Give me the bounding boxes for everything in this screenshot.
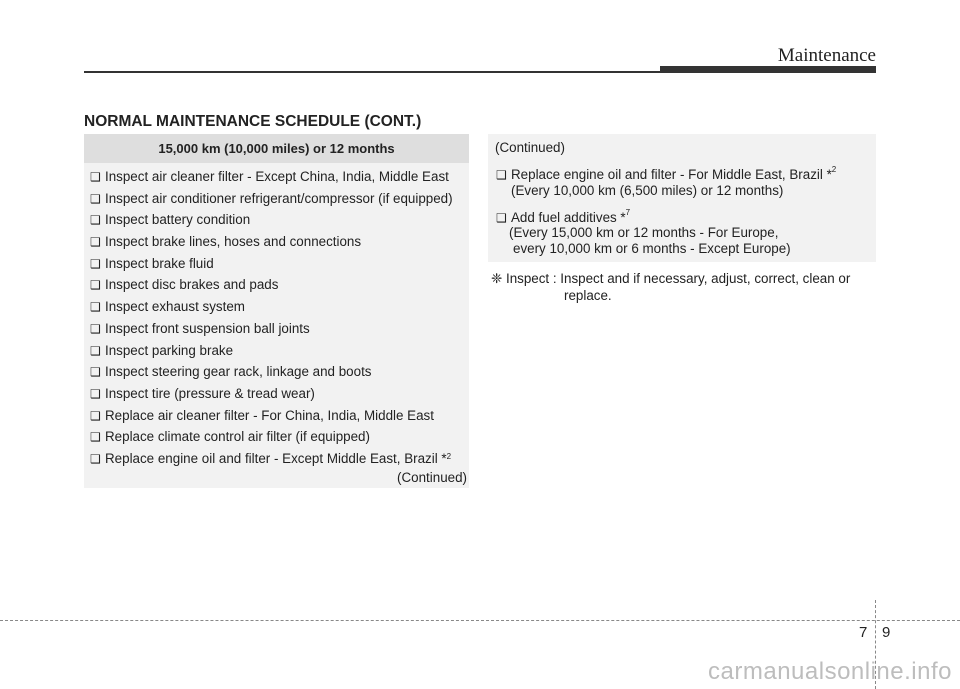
list-item-detail: (Every 10,000 km (6,500 miles) or 12 months) (511, 183, 784, 198)
schedule-box-15000km (84, 134, 469, 488)
schedule-box-header: 15,000 km (10,000 miles) or 12 months (84, 134, 469, 163)
list-item: ❑ Inspect parking brake (84, 340, 469, 362)
checkbox-icon: ❑ (90, 451, 101, 466)
inspect-note-continuation: replace. (564, 288, 612, 303)
page-number-chapter: 7 (859, 624, 868, 641)
checkbox-icon: ❑ (90, 430, 101, 445)
watermark: carmanualsonline.info (708, 658, 952, 685)
note-symbol-icon: ❈ (491, 271, 503, 286)
list-item: ❑ Inspect tire (pressure & tread wear) (84, 383, 469, 405)
list-item: ❑ Inspect brake fluid (84, 253, 469, 275)
checkbox-icon: ❑ (496, 211, 507, 225)
checkbox-icon: ❑ (90, 170, 101, 184)
checkbox-icon: ❑ (90, 235, 101, 250)
section-title: NORMAL MAINTENANCE SCHEDULE (CONT.) (84, 113, 422, 130)
continued-label: (Continued) (495, 140, 565, 155)
list-item: ❑ Inspect disc brakes and pads (84, 274, 469, 296)
list-item: ❑ Replace engine oil and filter - Except Middle East, Brazil *$^2$ (84, 448, 469, 470)
list-item: ❑ Replace engine oil and filter - For Middle East, Brazil *$^2$ (496, 165, 837, 182)
list-item: ❑ Inspect battery condition (84, 209, 469, 231)
footnote-marker: 2 (831, 165, 837, 174)
page-header-title: Maintenance (777, 45, 876, 66)
checkbox-icon: ❑ (90, 321, 101, 336)
continued-label: (Continued) (397, 470, 467, 485)
footnote-marker: 2 (446, 451, 452, 461)
checkbox-icon: ❑ (90, 256, 101, 271)
list-item: ❑ Inspect front suspension ball joints (84, 318, 469, 340)
list-item: ❑ Replace air cleaner filter - For China, India, Middle East (84, 405, 469, 427)
list-item-detail: (Every 15,000 km or 12 months - For Europe, (509, 225, 779, 240)
list-item: ❑ Add fuel additives *$^7$ (496, 208, 631, 225)
footnote-marker: 7 (625, 208, 631, 217)
schedule-box-continued (488, 134, 876, 262)
list-item-detail: every 10,000 km or 6 months - Except Europe) (513, 241, 791, 256)
list-item: ❑ Replace climate control air filter (if equipped) (84, 426, 469, 448)
footer-rule (0, 620, 960, 621)
checkbox-icon: ❑ (496, 168, 507, 182)
checkbox-icon: ❑ (90, 365, 101, 380)
list-item: ❑ Inspect brake lines, hoses and connections (84, 231, 469, 253)
checkbox-icon: ❑ (90, 191, 101, 206)
checkbox-icon: ❑ (90, 386, 101, 401)
checkbox-icon: ❑ (90, 213, 101, 228)
checkbox-icon: ❑ (90, 278, 101, 293)
checkbox-icon: ❑ (90, 408, 101, 423)
list-item: ❑ Inspect steering gear rack, linkage and boots (84, 361, 469, 383)
header-rule-thin (84, 71, 660, 73)
list-item: ❑ Inspect air cleaner filter - Except China, India, Middle East (84, 166, 469, 188)
page-number-page: 9 (882, 624, 891, 641)
list-item: ❑ Inspect air conditioner refrigerant/compressor (if equipped) (84, 188, 469, 210)
list-item: ❑ Inspect exhaust system (84, 296, 469, 318)
inspect-note: ❈ Inspect : Inspect and if necessary, adjust, correct, clean or (491, 271, 851, 286)
checkbox-icon: ❑ (90, 300, 101, 315)
schedule-item-list (84, 166, 469, 470)
header-rule-thick (660, 66, 876, 73)
checkbox-icon: ❑ (90, 343, 101, 358)
